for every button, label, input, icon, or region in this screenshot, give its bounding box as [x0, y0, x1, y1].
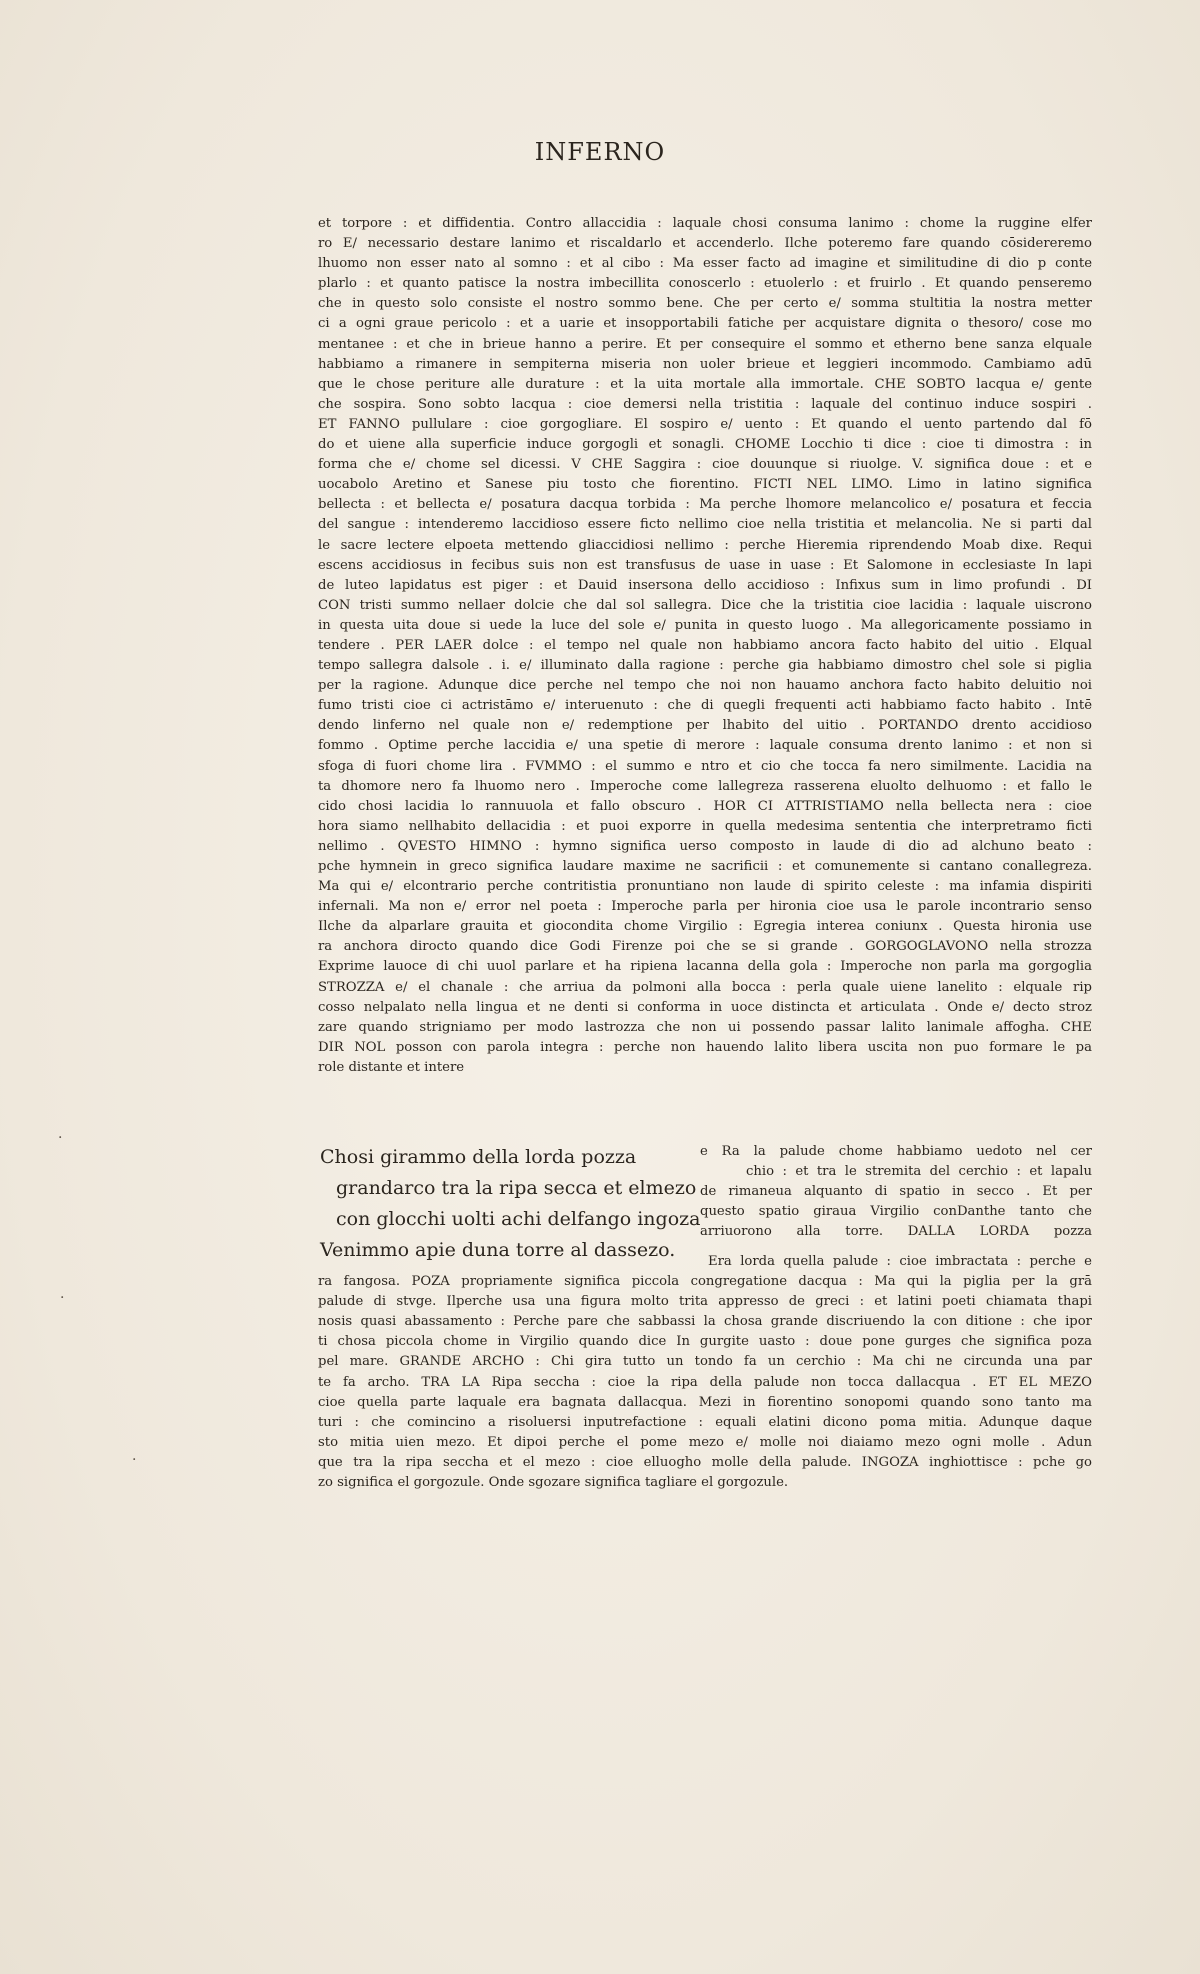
- commentary-line: del sangue : intenderemo laccidioso essere ficto nellimo cioe nella tristitia et melancolia. Ne si parti dal: [318, 517, 1092, 533]
- commentary-line: escens accidiosus in fecibus suis non est transfusus de uase in uase : Et Salomone in ecclesiaste In lapi: [318, 557, 1092, 573]
- commentary-line: per la ragione. Adunque dice perche nel tempo che noi non hauamo anchora facto habito deluitio noi: [318, 678, 1092, 694]
- commentary-line: mentanee : et che in brieue hanno a perire. Et per consequire el sommo et etherno bene sanza elquale: [318, 336, 1092, 352]
- verse-line: Chosi girammo della lorda pozza: [320, 1146, 637, 1168]
- commentary-line: uocabolo Aretino et Sanese piu tosto che fiorentino. FICTI NEL LIMO. Limo in latino significa: [318, 477, 1092, 493]
- commentary-line: do et uiene alla superficie induce gorgogli et sonagli. CHOME Locchio ti dice : cioe ti dimostra : in: [318, 437, 1092, 453]
- commentary-line: fommo . Optime perche laccidia e/ una spetie di merore : laquale consuma drento lanimo : et non si: [318, 738, 1092, 754]
- commentary-line: habbiamo a rimanere in sempiterna miseria non uoler brieue et leggieri incommodo. Cambiamo adū: [318, 356, 1092, 372]
- commentary-line: ta dhomore nero fa lhuomo nero . Imperoche come lallegreza rasserena eluolto delhuomo : et fallo le: [318, 778, 1092, 794]
- commentary-line: Era lorda quella palude : cioe imbractata : perche e: [708, 1254, 1092, 1269]
- commentary-line: te fa archo. TRA LA Ripa seccha : cioe la ripa della palude non tocca dallacqua . ET EL MEZO: [318, 1374, 1092, 1390]
- page-title: INFERNO: [534, 138, 666, 166]
- margin-dot: ·: [58, 1130, 63, 1146]
- commentary-line: STROZZA e/ el chanale : che arriua da polmoni alla bocca : perla quale uiene lanelito : elquale rip: [318, 979, 1092, 995]
- commentary-line: nellimo . QVESTO HIMNO : hymno significa uerso composto in laude di dio ad alchuno beato :: [318, 838, 1092, 854]
- commentary-line: che in questo solo consiste el nostro sommo bene. Che per certo e/ somma stultitia la nostra metter: [318, 296, 1092, 312]
- commentary-line: Ilche da alparlare grauita et giocondita chome Virgilio : Egregia interea coniunx . Questa hironia use: [318, 919, 1092, 935]
- commentary-line: ro E/ necessario destare lanimo et riscaldarlo et accenderlo. Ilche poteremo fare quando cōsidereremo: [318, 236, 1092, 252]
- commentary-line: ci a ogni graue pericolo : et a uarie et insopportabili fatiche per acquistare dignita o thesoro/ cose mo: [318, 316, 1092, 332]
- commentary-line: zo significa el gorgozule. Onde sgozare significa tagliare el gorgozule.: [318, 1475, 789, 1491]
- commentary-line: sfoga di fuori chome lira . FVMMO : el summo e ntro et cio che tocca fa nero similmente. Lacidia na: [318, 758, 1092, 774]
- verse-line: con glocchi uolti achi delfango ingoza: [336, 1208, 701, 1230]
- commentary-line: fumo tristi cioe ci actristāmo e/ interuenuto : che di quegli frequenti acti habbiamo facto habito . Intē: [318, 698, 1092, 714]
- commentary-line: in questa uita doue si uede la luce del sole e/ punita in questo luogo . Ma allegoricamente possiamo in: [318, 617, 1092, 633]
- commentary-line: Ma qui e/ elcontrario perche contritistia pronuntiano non laude di spirito celeste : ma infamia dispiriti: [318, 879, 1092, 895]
- commentary-line: arriuorono alla torre. DALLA LORDA pozza: [700, 1224, 1092, 1240]
- commentary-top: [318, 214, 1092, 1078]
- margin-dot: ·: [60, 1290, 65, 1306]
- commentary-line: nosis quasi abassamento : Perche pare che sabbassi la chosa grande discriuendo la con ditione : che ipor: [318, 1314, 1092, 1330]
- commentary-line: role distante et intere: [318, 1059, 465, 1075]
- commentary-line: tendere . PER LAER dolce : el tempo nel quale non habbiamo ancora facto habito del uitio . Elqual: [318, 637, 1092, 653]
- verse-line: grandarco tra la ripa secca et elmezo: [336, 1177, 697, 1199]
- commentary-line: cioe quella parte laquale era bagnata dallacqua. Mezi in fiorentino sonopomi quando sono tanto ma: [318, 1394, 1092, 1410]
- commentary-line: ET FANNO pullulare : cioe gorgogliare. El sospiro e/ uento : Et quando el uento partendo dal fō: [318, 416, 1092, 432]
- commentary-line: hora siamo nellhabito dellacidia : et puoi exporre in quella medesima sententia che interpretramo ficti: [318, 818, 1092, 834]
- verse-block: [320, 1142, 701, 1266]
- commentary-line: lhuomo non esser nato al somno : et al cibo : Ma esser facto ad imagine et similitudine di dio p conte: [318, 256, 1092, 272]
- commentary-line: bellecta : et bellecta e/ posatura dacqua torbida : Ma perche lhomore melancolico e/ posatura et feccia: [318, 497, 1092, 513]
- commentary-line: infernali. Ma non e/ error nel poeta : Imperoche parla per hironia cioe usa le parole incontrario senso: [318, 899, 1092, 915]
- commentary-line: de luteo lapidatus est piger : et Dauid insersona dello accidioso : Infixus sum in limo profundi . DI: [318, 577, 1092, 593]
- verse-line: Venimmo apie duna torre al dassezo.: [320, 1239, 676, 1261]
- commentary-line: de rimaneua alquanto di spatio in secco . Et per: [700, 1184, 1092, 1200]
- commentary-line: forma che e/ chome sel dicessi. V CHE Saggira : cioe douunque si riuolge. V. significa doue : et e: [318, 457, 1092, 473]
- margin-dot: ·: [132, 1452, 137, 1468]
- commentary-line: dendo linferno nel quale non e/ redemptione per lhabito del uitio . PORTANDO drento accidioso: [318, 718, 1092, 734]
- commentary-line: que tra la ripa seccha et el mezo : cioe elluogho molle della palude. INGOZA inghiottisce : pche go: [318, 1454, 1092, 1470]
- commentary-line: tempo sallegra dalsole . i. e/ illuminato dalla ragione : perche gia habbiamo dimostro chel sole si piglia: [318, 658, 1092, 674]
- commentary-line: palude di stvge. Ilperche usa una figura molto trita appresso de greci : et latini poeti chiamata thapi: [318, 1294, 1092, 1310]
- commentary-line: DIR NOL posson con parola integra : perche non hauendo lalito libera uscita non puo formare le pa: [318, 1039, 1092, 1055]
- commentary-line: sto mitia uien mezo. Et dipoi perche el pome mezo e/ molle noi diaiamo mezo ogni molle . Adun: [318, 1434, 1092, 1450]
- commentary-line: chio : et tra le stremita del cerchio : et lapalu: [746, 1164, 1092, 1180]
- commentary-line: cido chosi lacidia lo rannuuola et fallo obscuro . HOR CI ATTRISTIAMO nella bellecta nera : cioe: [318, 798, 1092, 814]
- commentary-line: Exprime lauoce di chi uuol parlare et ha ripiena lacanna della gola : Imperoche non parla ma gorgoglia: [318, 959, 1092, 975]
- commentary-line: ra anchora dirocto quando dice Godi Firenze poi che se si grande . GORGOGLAVONO nella strozza: [318, 939, 1092, 955]
- commentary-line: ti chosa piccola chome in Virgilio quando dice In gurgite uasto : doue pone gurges che significa poza: [318, 1334, 1092, 1350]
- commentary-line: turi : che comincino a risoluersi inputrefactione : equali elatini dicono poma mitia. Adunque daque: [318, 1414, 1092, 1430]
- commentary-line: que le chose periture alle durature : et la uita mortale alla immortale. CHE SOBTO lacqua e/ gente: [318, 376, 1092, 392]
- commentary-line: CON tristi summo nellaer dolcie che dal sol sallegra. Dice che la tristitia cioe lacidia : laquale uiscrono: [318, 597, 1092, 613]
- commentary-line: e Ra la palude chome habbiamo uedoto nel cer: [700, 1144, 1092, 1159]
- commentary-line: pche hymnein in greco significa laudare maxime ne sacrificii : et comunemente si cantano conallegreza.: [318, 859, 1092, 874]
- commentary-line: cosso nelpalato nella lingua et ne denti si conforma in uoce distincta et articulata . Onde e/ decto stroz: [318, 999, 1092, 1015]
- commentary-line: le sacre lectere elpoeta mettendo gliaccidiosi nellimo : perche Hieremia riprendendo Moab dixe. Requi: [318, 537, 1092, 553]
- commentary-line: che sospira. Sono sobto lacqua : cioe demersi nella tristitia : laquale del continuo induce sospiri .: [318, 396, 1092, 412]
- commentary-line: ra fangosa. POZA propriamente significa piccola congregatione dacqua : Ma qui la piglia per la grā: [318, 1274, 1092, 1290]
- commentary-line: plarlo : et quanto patisce la nostra imbecillita conoscerlo : etuolerlo : et fruirlo . Et quando penseremo: [318, 276, 1092, 292]
- commentary-line: zare quando strigniamo per modo lastrozza che non ui possendo passar lalito lanimale affogha. CHE: [318, 1019, 1092, 1035]
- commentary-bottom: [318, 1252, 1092, 1493]
- commentary-line: et torpore : et diffidentia. Contro allaccidia : laquale chosi consuma lanimo : chome la ruggine elfer: [318, 216, 1092, 231]
- commentary-line: questo spatio giraua Virgilio conDanthe tanto che: [700, 1204, 1092, 1220]
- commentary-right-column: [700, 1142, 1092, 1242]
- commentary-line: pel mare. GRANDE ARCHO : Chi gira tutto un tondo fa un cerchio : Ma chi ne circunda una par: [318, 1354, 1092, 1370]
